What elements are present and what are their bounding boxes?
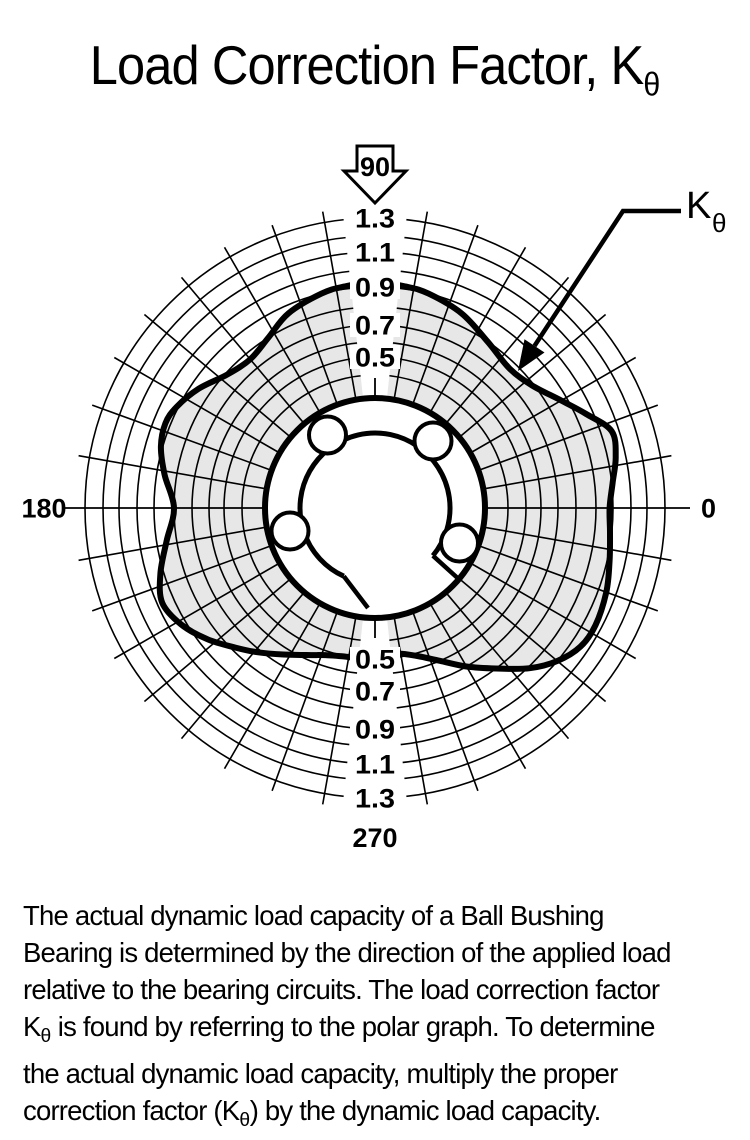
radial-tick-label: 0.5: [355, 342, 395, 373]
ball-circuit-circle: [415, 423, 452, 460]
radial-tick-label: 0.7: [355, 310, 395, 341]
description-line: [23, 971, 739, 1008]
radial-tick-label: 0.9: [355, 272, 395, 303]
ball-circuit-circle: [309, 417, 346, 454]
description-subscript: θ: [40, 1025, 51, 1047]
description-line: [23, 1092, 739, 1139]
page-title: [0, 28, 750, 108]
ball-circuit-circle: [272, 513, 309, 550]
radial-tick-label: 1.1: [355, 749, 395, 780]
radial-tick-label: 0.7: [355, 676, 395, 707]
radial-tick-label: 1.3: [355, 203, 395, 234]
angle-label-180: 180: [21, 493, 67, 524]
page-title-text: Load Correction Factor, K: [89, 33, 644, 96]
description-paragraph: [23, 897, 739, 1139]
description-subscript: θ: [239, 1109, 250, 1131]
radial-tick-label: 1.3: [355, 783, 395, 814]
polar-chart-figure: [0, 120, 750, 880]
bearing-cross-section: [265, 398, 485, 618]
description-text-segment: ) by the dynamic load capacity.: [249, 1094, 601, 1126]
description-line: [23, 897, 739, 934]
angle-label-270: 270: [352, 823, 398, 853]
radial-tick-label: 0.9: [355, 714, 395, 745]
description-text-segment: K: [23, 1011, 41, 1042]
k-theta-callout: [518, 185, 726, 371]
description-line: [23, 1008, 739, 1055]
description-text-segment: the actual dynamic load capacity, multiply the proper: [23, 1057, 618, 1089]
description-text-segment: correction factor (K: [23, 1094, 240, 1126]
callout-label-subscript: θ: [712, 208, 727, 238]
ball-circuit-circle: [441, 525, 478, 562]
callout-leader-line: [535, 211, 682, 346]
angle-label-0: 0: [701, 493, 717, 524]
radial-tick-label: 1.1: [355, 237, 395, 268]
description-line: [23, 934, 739, 971]
page-title-subscript: θ: [643, 65, 661, 103]
description-text-segment: The actual dynamic load capacity of a Ball Bushing: [23, 900, 604, 931]
description-text-segment: is found by referring to the polar graph. To determine: [50, 1011, 655, 1042]
radial-tick-label: 0.5: [355, 644, 395, 675]
description-text-segment: relative to the bearing circuits. The load correction factor: [23, 974, 660, 1005]
description-line: [23, 1055, 739, 1092]
description-text-segment: Bearing is determined by the direction of the applied load: [23, 937, 671, 968]
angle-label-90: 90: [359, 152, 391, 182]
polar-chart-svg: [0, 120, 750, 880]
callout-label: K: [686, 185, 712, 227]
callout-arrowhead-icon: [518, 339, 545, 371]
